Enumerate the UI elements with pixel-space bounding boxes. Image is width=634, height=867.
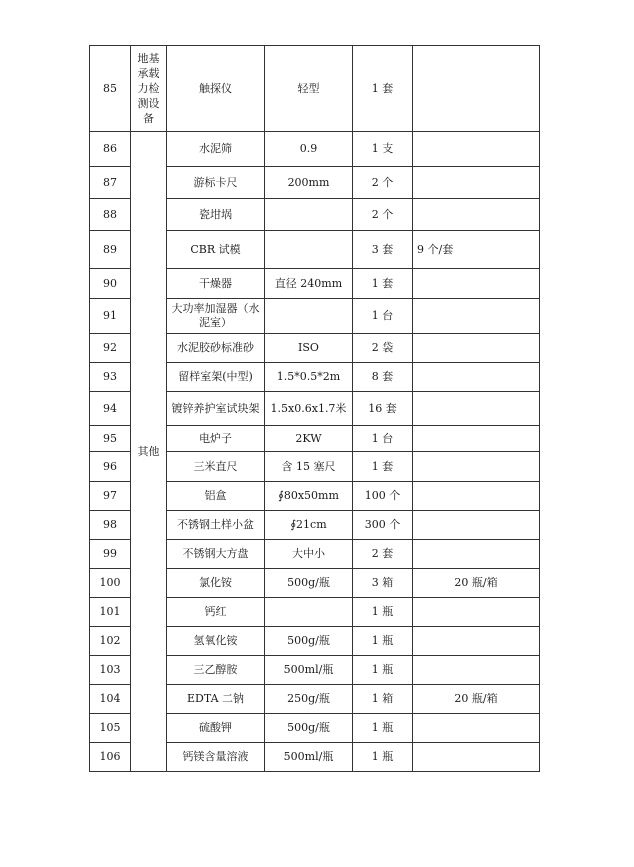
item-quantity: 1 套	[353, 46, 413, 132]
item-name: 氯化铵	[167, 569, 265, 598]
row-number: 95	[90, 426, 131, 452]
item-name: 瓷坩埚	[167, 199, 265, 231]
item-spec: 2KW	[265, 426, 353, 452]
row-number: 89	[90, 231, 131, 269]
item-note	[413, 167, 540, 199]
item-note	[413, 426, 540, 452]
item-quantity: 2 个	[353, 167, 413, 199]
item-name: 电炉子	[167, 426, 265, 452]
item-name: 游标卡尺	[167, 167, 265, 199]
item-note	[413, 299, 540, 334]
item-note: 20 瓶/箱	[413, 569, 540, 598]
item-quantity: 8 套	[353, 363, 413, 392]
item-quantity: 2 袋	[353, 334, 413, 363]
row-number: 85	[90, 46, 131, 132]
item-quantity: 1 箱	[353, 685, 413, 714]
item-note	[413, 269, 540, 299]
item-note: 20 瓶/箱	[413, 685, 540, 714]
item-spec: 1.5*0.5*2m	[265, 363, 353, 392]
item-spec	[265, 199, 353, 231]
item-name: EDTA 二钠	[167, 685, 265, 714]
item-quantity: 2 套	[353, 540, 413, 569]
row-number: 94	[90, 392, 131, 426]
item-note	[413, 743, 540, 772]
row-number: 101	[90, 598, 131, 627]
item-note	[413, 482, 540, 511]
row-number: 96	[90, 452, 131, 482]
item-quantity: 1 瓶	[353, 598, 413, 627]
item-name: 镀锌养护室试块架	[167, 392, 265, 426]
item-name: 触探仪	[167, 46, 265, 132]
item-name: 不锈钢土样小盆	[167, 511, 265, 540]
item-name: 水泥筛	[167, 132, 265, 167]
item-note	[413, 363, 540, 392]
row-number: 103	[90, 656, 131, 685]
item-note	[413, 334, 540, 363]
item-name: CBR 试模	[167, 231, 265, 269]
item-spec: 250g/瓶	[265, 685, 353, 714]
item-quantity: 300 个	[353, 511, 413, 540]
item-spec: 0.9	[265, 132, 353, 167]
row-number: 91	[90, 299, 131, 334]
item-spec: 大中小	[265, 540, 353, 569]
item-quantity: 16 套	[353, 392, 413, 426]
item-spec	[265, 299, 353, 334]
row-number: 90	[90, 269, 131, 299]
item-note	[413, 714, 540, 743]
item-quantity: 2 个	[353, 199, 413, 231]
item-note	[413, 132, 540, 167]
item-spec: 500ml/瓶	[265, 656, 353, 685]
table-row	[90, 46, 540, 132]
item-spec: 500g/瓶	[265, 627, 353, 656]
item-spec: 含 15 塞尺	[265, 452, 353, 482]
item-note	[413, 46, 540, 132]
item-note	[413, 452, 540, 482]
row-number: 105	[90, 714, 131, 743]
item-note: 9 个/套	[413, 231, 540, 269]
item-quantity: 1 瓶	[353, 627, 413, 656]
item-quantity: 3 套	[353, 231, 413, 269]
item-quantity: 1 瓶	[353, 714, 413, 743]
row-number: 92	[90, 334, 131, 363]
row-number: 99	[90, 540, 131, 569]
item-name: 三乙醇胺	[167, 656, 265, 685]
row-number: 86	[90, 132, 131, 167]
item-quantity: 1 瓶	[353, 656, 413, 685]
row-number: 102	[90, 627, 131, 656]
item-note	[413, 199, 540, 231]
item-spec: 1.5x0.6x1.7米	[265, 392, 353, 426]
item-name: 硫酸钾	[167, 714, 265, 743]
item-note	[413, 627, 540, 656]
item-quantity: 1 支	[353, 132, 413, 167]
row-number: 104	[90, 685, 131, 714]
item-spec: 500ml/瓶	[265, 743, 353, 772]
item-name: 氢氧化铵	[167, 627, 265, 656]
item-quantity: 3 箱	[353, 569, 413, 598]
item-spec: 直径 240mm	[265, 269, 353, 299]
item-note	[413, 540, 540, 569]
item-name: 铝盒	[167, 482, 265, 511]
row-number: 88	[90, 199, 131, 231]
item-spec	[265, 231, 353, 269]
item-quantity: 1 瓶	[353, 743, 413, 772]
item-name: 水泥胶砂标准砂	[167, 334, 265, 363]
group-cell	[131, 132, 167, 772]
item-quantity: 1 台	[353, 426, 413, 452]
item-name: 大功率加湿器（水泥室）	[167, 299, 265, 334]
item-name: 钙红	[167, 598, 265, 627]
row-number: 106	[90, 743, 131, 772]
item-quantity: 1 套	[353, 452, 413, 482]
group-label: 地基承载力检测设备	[137, 52, 160, 125]
row-number: 100	[90, 569, 131, 598]
item-name: 三米直尺	[167, 452, 265, 482]
equipment-table	[89, 45, 540, 772]
item-name: 不锈钢大方盘	[167, 540, 265, 569]
item-name: 干燥器	[167, 269, 265, 299]
item-spec: 200mm	[265, 167, 353, 199]
item-spec: 500g/瓶	[265, 714, 353, 743]
group-cell	[131, 46, 167, 132]
item-note	[413, 656, 540, 685]
item-spec: ∮21cm	[265, 511, 353, 540]
item-spec	[265, 598, 353, 627]
group-label: 其他	[137, 444, 160, 458]
table-row	[90, 132, 540, 167]
table-body	[90, 46, 540, 772]
item-spec: ISO	[265, 334, 353, 363]
item-quantity: 100 个	[353, 482, 413, 511]
item-name: 留样室架(中型)	[167, 363, 265, 392]
row-number: 93	[90, 363, 131, 392]
row-number: 97	[90, 482, 131, 511]
row-number: 87	[90, 167, 131, 199]
item-note	[413, 392, 540, 426]
item-note	[413, 511, 540, 540]
item-spec: 500g/瓶	[265, 569, 353, 598]
item-quantity: 1 台	[353, 299, 413, 334]
item-spec: ∮80x50mm	[265, 482, 353, 511]
row-number: 98	[90, 511, 131, 540]
item-quantity: 1 套	[353, 269, 413, 299]
item-note	[413, 598, 540, 627]
item-name: 钙镁含量溶液	[167, 743, 265, 772]
item-spec: 轻型	[265, 46, 353, 132]
